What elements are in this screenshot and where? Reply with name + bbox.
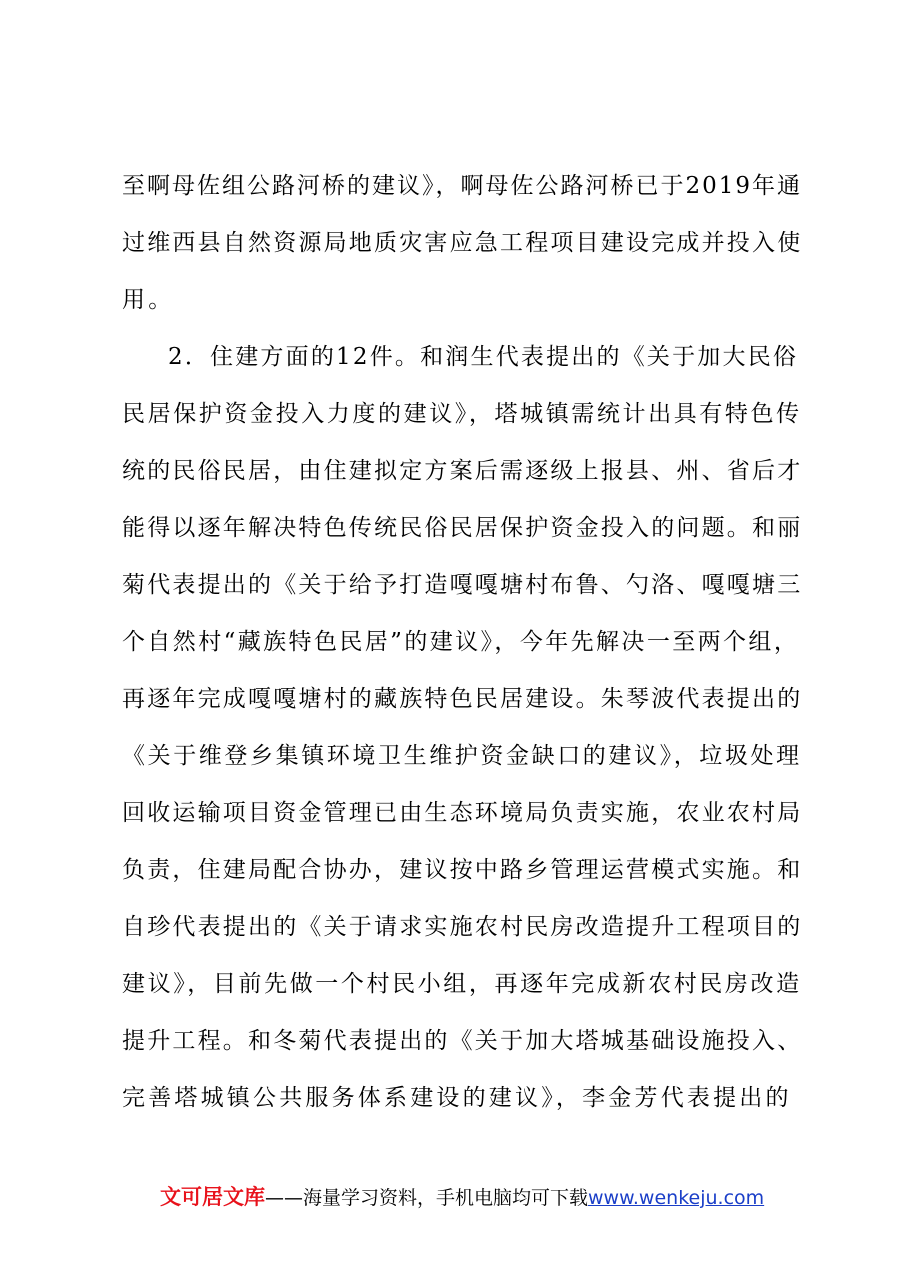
website-link[interactable]: www.wenkeju.com bbox=[588, 1187, 765, 1209]
text-line: 菊代表提出的《关于给予打造嘎嘎塘村布鲁、勺洛、嘎嘎塘三 bbox=[122, 572, 803, 598]
paragraph-first-line: 2．住建方面的12件。和润生代表提出的《关于加大民俗 bbox=[168, 344, 799, 370]
text-line: 至啊母佐组公路河桥的建议》，啊母佐公路河桥已于2019年通 bbox=[122, 173, 803, 199]
text-line: 民居保护资金投入力度的建议》，塔城镇需统计出具有特色传 bbox=[122, 401, 802, 427]
text-line: 建议》，目前先做一个村民小组，再逐年完成新农村民房改造 bbox=[122, 971, 802, 997]
brand-name: 文可居文库 bbox=[160, 1185, 265, 1209]
text-line: 统的民俗民居，由住建拟定方案后需逐级上报县、州、省后才 bbox=[122, 458, 803, 484]
text-line: 负责，住建局配合协办，建议按中路乡管理运营模式实施。和 bbox=[122, 857, 803, 883]
text-line: 提升工程。和冬菊代表提出的《关于加大塔城基础设施投入、 bbox=[122, 1028, 803, 1054]
text-line: 《关于维登乡集镇环境卫生维护资金缺口的建议》，垃圾处理 bbox=[122, 743, 802, 769]
text-line: 过维西县自然资源局地质灾害应急工程项目建设完成并投入使 bbox=[122, 230, 803, 256]
text-line: 完善塔城镇公共服务体系建设的建议》，李金芳代表提出的 bbox=[122, 1085, 792, 1111]
footer-banner bbox=[160, 1183, 764, 1211]
text-line: 自珍代表提出的《关于请求实施农村民房改造提升工程项目的 bbox=[122, 914, 803, 940]
text-line: 再逐年完成嘎嘎塘村的藏族特色民居建设。朱琴波代表提出的 bbox=[122, 686, 803, 712]
text-line: 回收运输项目资金管理已由生态环境局负责实施，农业农村局 bbox=[122, 800, 803, 826]
text-line: 个自然村“藏族特色民居”的建议》，今年先解决一至两个组， bbox=[122, 629, 800, 655]
text-line: 用。 bbox=[122, 287, 175, 313]
text-line: 能得以逐年解决特色传统民俗民居保护资金投入的问题。和丽 bbox=[122, 515, 803, 541]
footer-slogan: ——海量学习资料，手机电脑均可下载 bbox=[265, 1187, 589, 1209]
